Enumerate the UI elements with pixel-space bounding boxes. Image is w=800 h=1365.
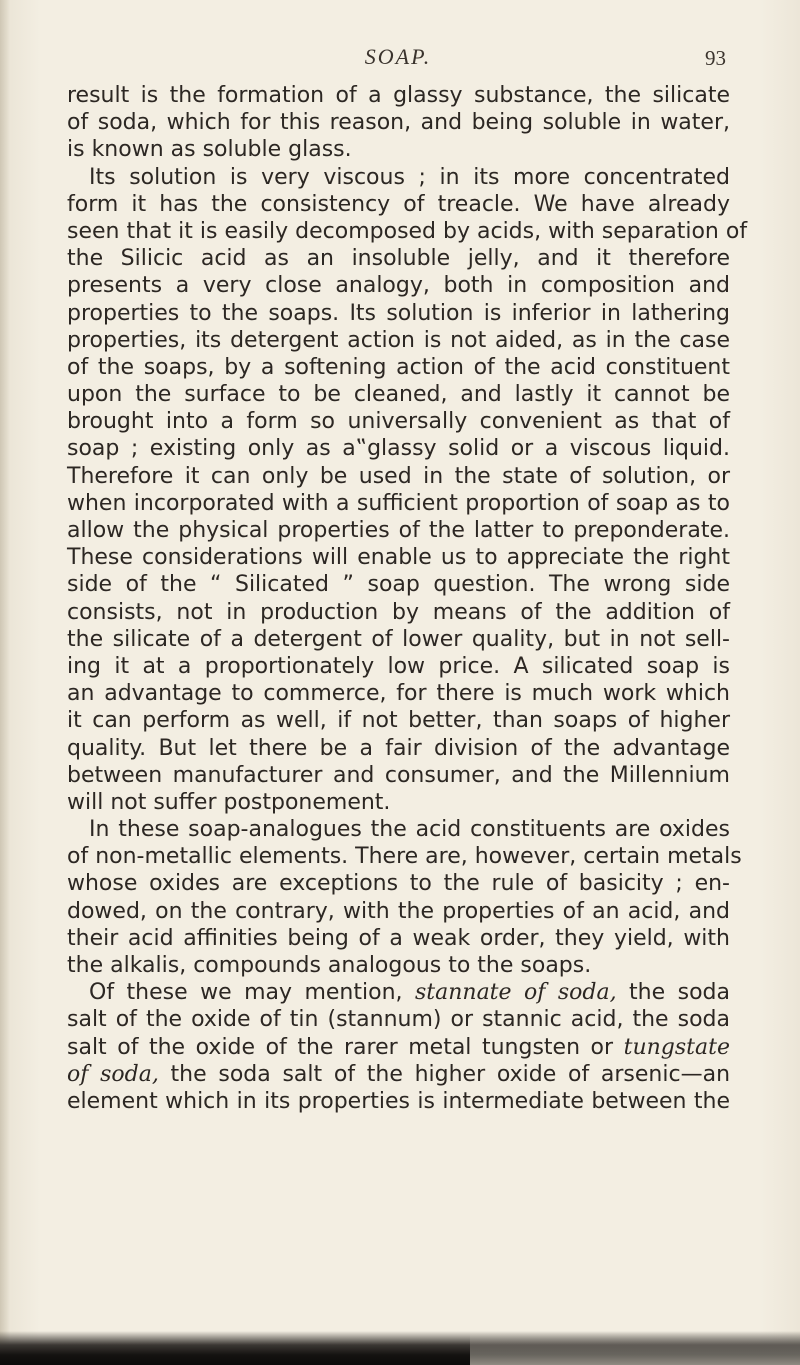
text-line [67, 789, 730, 816]
text-segment: side of the “ Silicated ” soap question. The wrong side [67, 572, 730, 598]
text-line [67, 354, 730, 381]
text-line [67, 626, 730, 653]
text-line [67, 843, 742, 870]
spine-shadow [0, 0, 10, 1365]
text-segment: presents a very close analogy, both in composition and [67, 273, 730, 299]
text-line [67, 653, 730, 680]
text-line [67, 245, 730, 272]
text-segment: In these soap-analogues the acid constituents are oxides [89, 817, 730, 843]
text-segment: it can perform as well, if not better, than soaps of higher [67, 708, 730, 734]
text-segment: properties, its detergent action is not aided, as in the case [67, 327, 730, 353]
text-line [67, 164, 730, 191]
text-segment: result is the formation of a glassy substance, the silicate [67, 83, 730, 108]
text-segment: their acid affinities being of a weak order, they yield, with [67, 925, 730, 951]
text-line [67, 599, 730, 626]
text-segment: Therefore it can only be used in the state of solution, or [67, 463, 730, 489]
italic-term: of soda, [67, 1061, 159, 1087]
text-line [67, 381, 730, 408]
page-bottom-edge-fade [470, 1331, 800, 1365]
text-segment: dowed, on the contrary, with the properties of an acid, and [67, 898, 730, 924]
text-line [67, 272, 730, 299]
text-segment: is known as soluble glass. [67, 137, 352, 163]
text-segment: the alkalis, compounds analogous to the soaps. [67, 953, 592, 978]
text-line [67, 952, 730, 979]
text-line [67, 463, 730, 490]
text-line [67, 816, 730, 843]
text-segment: form it has the consistency of treacle. We have already [67, 191, 730, 217]
text-segment: These considerations will enable us to appreciate the right [67, 545, 730, 571]
italic-term: tungstate [623, 1034, 730, 1060]
text-line [67, 490, 730, 517]
text-line [67, 191, 730, 218]
text-line [67, 408, 730, 435]
text-line [67, 1088, 730, 1115]
italic-term: stannate of soda, [414, 980, 617, 1006]
text-line [67, 707, 730, 734]
text-segment: whose oxides are exceptions to the rule of basicity ; en- [67, 871, 730, 897]
text-segment: the soda [616, 980, 730, 1006]
text-segment: salt of the oxide of tin (stannum) or stannic acid, the soda [67, 1007, 730, 1033]
text-line [67, 870, 730, 897]
text-segment: Of these we may mention, [89, 980, 415, 1006]
text-line [67, 1034, 730, 1061]
running-head: SOAP. [364, 44, 432, 69]
text-line [67, 435, 730, 462]
text-line [67, 517, 730, 544]
text-segment: between manufacturer and consumer, and the Millennium [67, 762, 730, 788]
text-segment: seen that it is easily decomposed by acids, with separation of [67, 218, 748, 244]
text-line [67, 109, 730, 136]
text-line [67, 327, 730, 354]
text-line [67, 1061, 730, 1088]
text-segment: of non-metallic elements. There are, however, certain metals [67, 844, 742, 870]
text-line [67, 82, 730, 109]
text-line [67, 735, 730, 762]
text-segment: properties to the soaps. Its solution is inferior in lathering [67, 300, 730, 326]
text-line [67, 680, 730, 707]
text-line [67, 300, 730, 327]
text-segment: brought into a form so universally convenient as that of [67, 409, 730, 435]
body-text [67, 82, 748, 1115]
text-line [67, 762, 730, 789]
text-segment: when incorporated with a sufficient proportion of soap as to [67, 490, 730, 516]
text-line [67, 544, 730, 571]
text-segment: will not suffer postponement. [67, 789, 391, 815]
text-segment: Its solution is very viscous ; in its more concentrated [89, 164, 730, 190]
page-number: 93 [705, 46, 726, 70]
text-segment: the Silicic acid as an insoluble jelly, and it therefore [67, 246, 730, 272]
text-segment: allow the physical properties of the latter to preponderate. [67, 518, 730, 543]
page-header [66, 40, 730, 70]
text-line [67, 136, 730, 163]
text-line [67, 925, 730, 952]
text-segment: the soda salt of the higher oxide of arsenic—an [158, 1061, 731, 1087]
text-segment: soap ; existing only as a‟glassy solid or a viscous liquid. [67, 436, 730, 462]
text-segment: an advantage to commerce, for there is much work which [67, 681, 730, 707]
text-segment: ing it at a proportionately low price. A silicated soap is [67, 653, 730, 679]
text-segment: upon the surface to be cleaned, and lastly it cannot be [67, 382, 730, 408]
text-segment: the silicate of a detergent of lower quality, but in not sell- [67, 626, 730, 652]
text-segment: element which in its properties is intermediate between the [67, 1088, 730, 1114]
text-line [67, 571, 730, 598]
text-line [67, 979, 730, 1006]
text-segment: of soda, which for this reason, and being soluble in water, [67, 110, 730, 136]
text-segment: consists, not in production by means of the addition of [67, 599, 730, 625]
text-line [67, 898, 730, 925]
text-line [67, 1006, 730, 1033]
text-line [67, 218, 748, 245]
text-segment: salt of the oxide of the rarer metal tungsten or [67, 1034, 624, 1060]
text-segment: of the soaps, by a softening action of the acid constituent [67, 354, 730, 380]
text-segment: quality. But let there be a fair division of the advantage [67, 735, 730, 761]
